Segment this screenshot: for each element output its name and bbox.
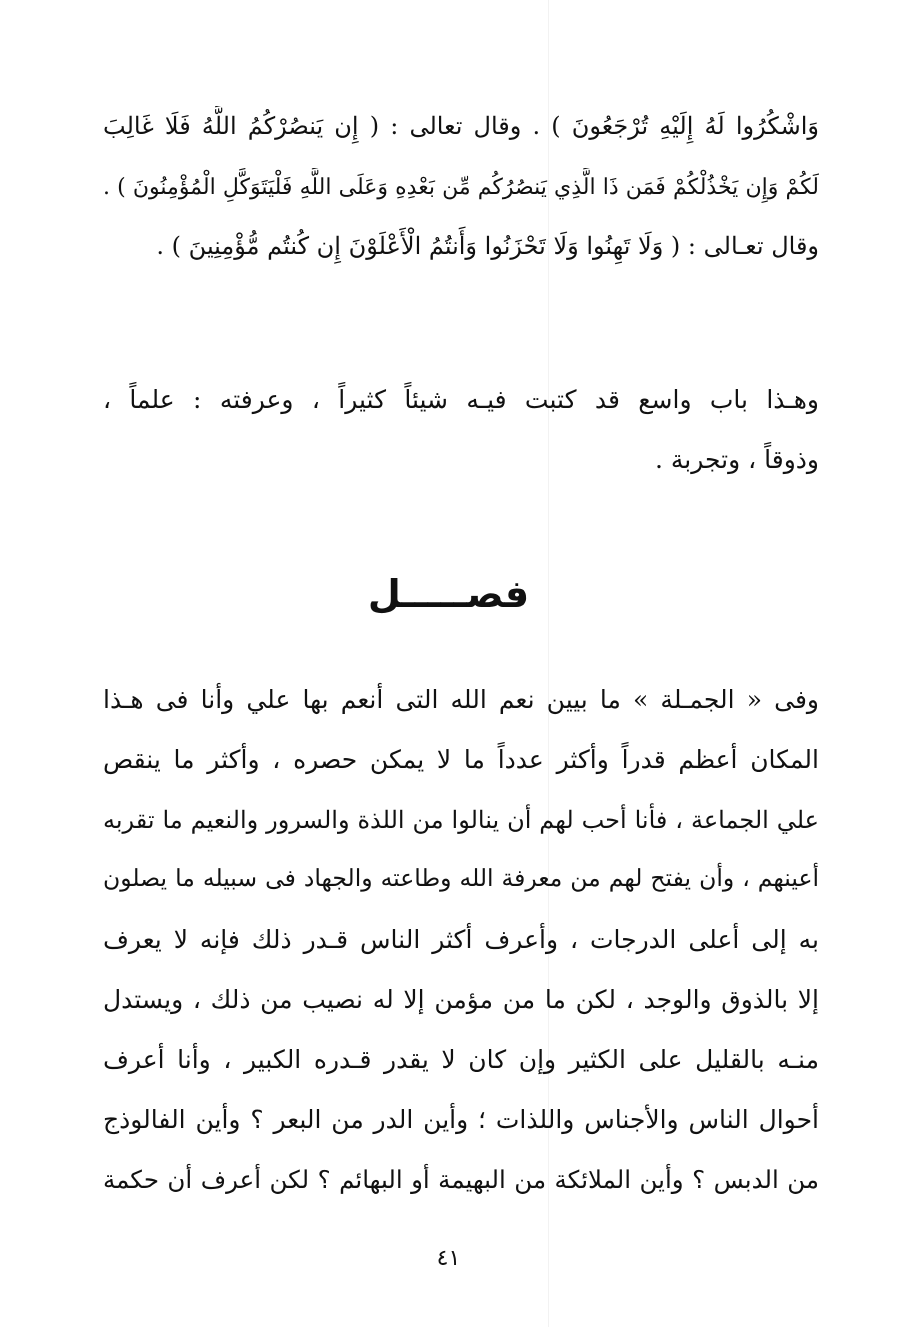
paragraph-line: وهـذا باب واسع قد كتبت فيـه شيئاً كثيراً ، وعرفته : علماً ،: [103, 385, 819, 414]
paragraph-line: من الدبس ؟ وأين الملائكة من البهيمة أو البهائم ؟ لكن أعرف أن حكمة: [103, 1165, 819, 1194]
paragraph-line: أعينهم ، وأن يفتح لهم من معرفة الله وطاعته والجهاد فى سبيله ما يصلون: [103, 864, 819, 892]
verse-line: وَاشْكُرُوا لَهُ إِلَيْهِ تُرْجَعُونَ ) . وقال تعالى : ( إِن يَنصُرْكُمُ اللَّهُ فَلَا غَالِبَ: [103, 112, 819, 140]
paragraph-line: به إلى أعلى الدرجات ، وأعرف أكثر الناس قـدر ذلك فإنه لا يعرف: [103, 925, 819, 954]
paragraph-line: منـه بالقليل على الكثير وإن كان لا يقدر قـدره الكبير ، وأنا أعرف: [103, 1045, 819, 1074]
page-number: ٤١: [436, 1246, 461, 1271]
verse-line: وقال تعـالى : ( وَلَا تَهِنُوا وَلَا تَحْزَنُوا وَأَنتُمُ الْأَعْلَوْنَ إِن كُنتُم مُّؤْمِنِينَ ) .: [156, 232, 819, 260]
verse-line: لَكُمْ وَإِن يَخْذُلْكُمْ فَمَن ذَا الَّذِي يَنصُرُكُم مِّن بَعْدِهِ وَعَلَى اللَّهِ فَلْيَتَوَكَّلِ الْمُؤْمِنُونَ ) .: [103, 175, 819, 200]
paragraph-line: علي الجماعة ، فأنا أحب لهم أن ينالوا من اللذة والسرور والنعيم ما تقربه: [103, 806, 819, 834]
paragraph-line: وذوقاً ، وتجربة .: [654, 445, 819, 474]
paragraph-line: أحوال الناس والأجناس واللذات ؛ وأين الدر من البعر ؟ وأين الفالوذج: [103, 1105, 819, 1134]
section-heading: فصـــــل: [367, 572, 530, 616]
paragraph-line: المكان أعظم قدراً وأكثر عدداً ما لا يمكن حصره ، وأكثر ما ينقص: [103, 745, 819, 774]
paragraph-line: إلا بالذوق والوجد ، لكن ما من مؤمن إلا له نصيب من ذلك ، ويستدل: [103, 985, 819, 1014]
paragraph-line: وفى « الجمـلة » ما بيين نعم الله التى أنعم بها علي وأنا فى هـذا: [103, 685, 819, 714]
